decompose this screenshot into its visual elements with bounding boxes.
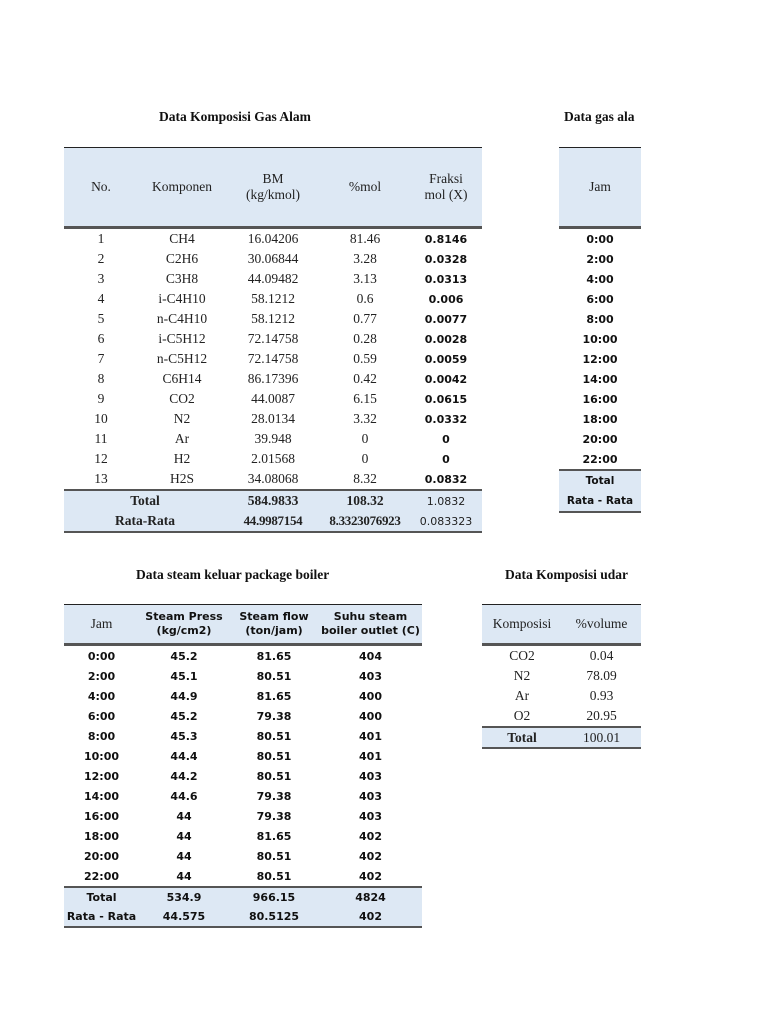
average-suhu: 402 (359, 910, 382, 923)
cell-fraksi: 0.0042 (424, 372, 468, 386)
cell-pmol: 0 (361, 431, 369, 446)
cell-komponen: H2 (173, 451, 191, 466)
table-row (64, 329, 482, 349)
total-row (482, 727, 641, 748)
cell-komposisi: Ar (514, 688, 530, 703)
cell-jam: 0:00 (87, 649, 116, 663)
cell-jam: 2:00 (87, 669, 116, 683)
cell-suhu: 400 (359, 689, 382, 703)
table-row (64, 786, 422, 806)
cell-fraksi: 0.0028 (424, 332, 468, 346)
cell-komponen: i-C5H12 (158, 331, 206, 346)
cell-jam: 4:00 (586, 272, 614, 286)
cell-steam-flow: 79.38 (256, 809, 292, 823)
table-row (64, 666, 422, 686)
cell-jam: 22:00 (582, 452, 618, 466)
cell-bm: 28.0134 (251, 411, 295, 426)
table-row (64, 826, 422, 846)
cell-no: 12 (94, 451, 108, 466)
header-bm (226, 148, 320, 228)
cell-steam-press: 44 (176, 869, 192, 883)
cell-jam: 10:00 (582, 332, 618, 346)
average-pmol: 8.3323076923 (329, 513, 401, 528)
cell-no: 5 (97, 311, 105, 326)
average-flow: 80.5125 (248, 910, 300, 923)
table-row (482, 686, 641, 706)
cell-steam-flow: 81.65 (256, 689, 292, 703)
cell-steam-press: 45.2 (170, 649, 198, 663)
average-fraksi: 0.083323 (419, 514, 473, 528)
cell-no: 7 (97, 351, 105, 366)
cell-steam-press: 45.1 (170, 669, 198, 683)
cell-steam-flow: 79.38 (256, 709, 292, 723)
cell-komposisi: CO2 (509, 648, 535, 663)
cell-komponen: CO2 (169, 391, 195, 406)
total-flow: 966.15 (252, 891, 296, 904)
cell-bm: 72.14758 (247, 331, 299, 346)
cell-steam-flow: 80.51 (256, 769, 292, 783)
cell-bm: 2.01568 (251, 451, 295, 466)
header-komposisi: Komposisi (492, 616, 552, 631)
header-bm-line1: BM (262, 171, 284, 186)
cell-suhu: 403 (359, 769, 382, 783)
cell-komponen: Ar (174, 431, 190, 446)
header-komponen: Komponen (152, 179, 212, 194)
table-row (559, 389, 641, 409)
cell-pmol: 3.13 (353, 271, 377, 286)
header-jam: Jam (589, 179, 611, 194)
cell-no: 13 (94, 471, 108, 486)
header-bm-line2: (kg/kmol) (246, 187, 300, 202)
total-row (64, 887, 422, 907)
total-pmol: 108.32 (346, 493, 384, 508)
cell-suhu: 404 (359, 649, 382, 663)
cell-pmol: 3.28 (353, 251, 377, 266)
cell-fraksi: 0.0615 (424, 392, 468, 406)
cell-jam: 8:00 (586, 312, 614, 326)
cell-no: 2 (97, 251, 105, 266)
header-fraksi-line1: Fraksi (429, 171, 463, 186)
total-label: Total (585, 475, 615, 487)
total-label: Total (86, 891, 117, 904)
table-header-row (559, 148, 641, 228)
table-row (64, 469, 482, 490)
table-row (482, 666, 641, 686)
table-row (64, 409, 482, 429)
header-flow-line1: Steam flow (239, 610, 309, 623)
cell-pmol: 81.46 (349, 231, 381, 246)
cell-pmol: 8.32 (353, 471, 377, 486)
table-header-row (482, 605, 641, 645)
table-row (559, 409, 641, 429)
header-suhu-line2: boiler outlet (C) (321, 624, 420, 637)
gas-hourly-table (559, 147, 641, 513)
steam-boiler-table (64, 604, 422, 928)
cell-no: 10 (94, 411, 108, 426)
table-row (482, 706, 641, 727)
cell-no: 11 (94, 431, 108, 446)
header-fraksi-line2: mol (X) (424, 187, 468, 202)
table-row (64, 726, 422, 746)
cell-no: 4 (97, 291, 105, 306)
gas-hourly-title: Data gas ala (564, 109, 635, 124)
header-fraksi (410, 148, 482, 228)
average-label: Rata-Rata (115, 513, 175, 528)
cell-fraksi: 0.0313 (424, 272, 468, 286)
cell-steam-press: 44.6 (170, 789, 198, 803)
cell-pmol: 0.59 (353, 351, 377, 366)
cell-pmol: 0 (361, 451, 369, 466)
table-row (64, 766, 422, 786)
cell-fraksi: 0.0059 (424, 352, 468, 366)
table-row (64, 369, 482, 389)
cell-jam: 0:00 (586, 232, 614, 246)
air-composition-table (482, 604, 641, 749)
air-composition-title: Data Komposisi udar (505, 567, 629, 582)
cell-steam-flow: 80.51 (256, 869, 292, 883)
cell-jam: 20:00 (83, 849, 119, 863)
cell-jam: 18:00 (83, 829, 119, 843)
cell-suhu: 403 (359, 669, 382, 683)
total-suhu: 4824 (355, 891, 386, 904)
cell-komponen: n-C4H10 (156, 311, 208, 326)
cell-suhu: 403 (359, 789, 382, 803)
table-row (64, 866, 422, 887)
cell-no: 6 (97, 331, 105, 346)
header-press-line2: (kg/cm2) (156, 624, 212, 637)
cell-fraksi: 0.0832 (424, 472, 468, 486)
table-row (559, 369, 641, 389)
table-row (64, 309, 482, 329)
header-jam: Jam (90, 616, 113, 631)
gas-composition-table (64, 147, 482, 533)
cell-fraksi: 0.8146 (424, 232, 468, 246)
table-row (64, 289, 482, 309)
table-row (559, 449, 641, 470)
total-bm: 584.9833 (247, 493, 299, 508)
cell-jam: 10:00 (83, 749, 119, 763)
header-steam-flow (229, 605, 319, 645)
table-row (559, 289, 641, 309)
cell-bm: 44.09482 (247, 271, 299, 286)
steam-boiler-title: Data steam keluar package boiler (136, 567, 330, 582)
table-row (64, 806, 422, 826)
cell-fraksi: 0.0077 (424, 312, 468, 326)
cell-suhu: 401 (359, 749, 382, 763)
table-row (64, 686, 422, 706)
cell-steam-flow: 80.51 (256, 749, 292, 763)
cell-steam-flow: 81.65 (256, 829, 292, 843)
table-row (559, 349, 641, 369)
table-row (559, 228, 641, 250)
cell-bm: 44.0087 (251, 391, 295, 406)
cell-steam-press: 44 (176, 849, 192, 863)
cell-komponen: N2 (173, 411, 191, 426)
cell-no: 9 (97, 391, 105, 406)
cell-jam: 2:00 (586, 252, 614, 266)
cell-pmol: 3.32 (353, 411, 377, 426)
cell-jam: 16:00 (83, 809, 119, 823)
cell-bm: 16.04206 (247, 231, 299, 246)
cell-jam: 6:00 (87, 709, 116, 723)
table-row (64, 846, 422, 866)
table-row (559, 249, 641, 269)
cell-suhu: 402 (359, 829, 382, 843)
table-row (559, 309, 641, 329)
cell-jam: 12:00 (83, 769, 119, 783)
table-row (64, 389, 482, 409)
total-volume: 100.01 (582, 729, 621, 745)
cell-steam-press: 45.2 (170, 709, 198, 723)
cell-volume: 78.09 (586, 668, 617, 683)
gas-composition-title: Data Komposisi Gas Alam (159, 109, 311, 124)
header-suhu-line1: Suhu steam (333, 610, 408, 623)
cell-volume: 0.04 (589, 648, 614, 663)
cell-suhu: 402 (359, 869, 382, 883)
total-press: 534.9 (166, 891, 202, 904)
cell-pmol: 0.28 (353, 331, 377, 346)
cell-steam-flow: 80.51 (256, 669, 292, 683)
cell-steam-press: 45.3 (170, 729, 198, 743)
cell-jam: 14:00 (582, 372, 618, 386)
cell-bm: 72.14758 (247, 351, 299, 366)
cell-komponen: CH4 (169, 231, 195, 246)
cell-jam: 18:00 (582, 412, 618, 426)
cell-no: 3 (97, 271, 105, 286)
cell-no: 1 (97, 231, 105, 246)
cell-jam: 8:00 (87, 729, 116, 743)
header-no: No. (91, 179, 111, 194)
cell-steam-press: 44.2 (170, 769, 198, 783)
cell-fraksi: 0.006 (428, 292, 464, 306)
cell-fraksi: 0 (442, 452, 450, 466)
average-row (559, 491, 641, 512)
cell-jam: 12:00 (582, 352, 618, 366)
table-row (559, 269, 641, 289)
cell-steam-flow: 80.51 (256, 729, 292, 743)
table-row (559, 329, 641, 349)
cell-pmol: 0.6 (356, 291, 374, 306)
cell-no: 8 (97, 371, 105, 386)
table-row (64, 269, 482, 289)
cell-suhu: 401 (359, 729, 382, 743)
average-row (64, 907, 422, 927)
header-press-line1: Steam Press (145, 610, 223, 623)
cell-komposisi: O2 (513, 708, 531, 723)
cell-steam-press: 44.4 (170, 749, 198, 763)
table-row (64, 706, 422, 726)
table-row (482, 645, 641, 667)
cell-komponen: H2S (169, 471, 194, 486)
average-row (64, 511, 482, 532)
average-label: Rata - Rata (566, 495, 634, 507)
cell-pmol: 6.15 (353, 391, 377, 406)
cell-fraksi: 0.0332 (424, 412, 468, 426)
cell-bm: 86.17396 (247, 371, 299, 386)
cell-fraksi: 0 (442, 432, 450, 446)
cell-jam: 16:00 (582, 392, 618, 406)
cell-volume: 20.95 (586, 708, 617, 723)
cell-steam-flow: 81.65 (256, 649, 292, 663)
header-pmol: %mol (348, 179, 382, 194)
cell-jam: 6:00 (586, 292, 614, 306)
cell-jam: 4:00 (87, 689, 116, 703)
cell-bm: 30.06844 (247, 251, 299, 266)
cell-komponen: i-C4H10 (158, 291, 206, 306)
cell-suhu: 402 (359, 849, 382, 863)
cell-komposisi: N2 (513, 668, 531, 683)
table-row (559, 429, 641, 449)
cell-jam: 22:00 (83, 869, 119, 883)
table-row (64, 429, 482, 449)
cell-steam-press: 44.9 (170, 689, 198, 703)
cell-steam-press: 44 (176, 829, 192, 843)
total-fraksi: 1.0832 (426, 494, 466, 508)
table-row (64, 449, 482, 469)
cell-steam-press: 44 (176, 809, 192, 823)
header-volume: %volume (575, 616, 628, 631)
header-steam-press (139, 605, 229, 645)
cell-volume: 0.93 (589, 688, 614, 703)
cell-komponen: n-C5H12 (156, 351, 208, 366)
cell-bm: 58.1212 (251, 311, 295, 326)
cell-jam: 20:00 (582, 432, 618, 446)
average-bm: 44.9987154 (243, 513, 303, 528)
table-row (64, 349, 482, 369)
cell-suhu: 403 (359, 809, 382, 823)
total-label: Total (130, 493, 160, 508)
cell-bm: 39.948 (254, 431, 292, 446)
table-row (64, 746, 422, 766)
total-row (559, 470, 641, 491)
table-row (64, 645, 422, 667)
cell-steam-flow: 79.38 (256, 789, 292, 803)
cell-bm: 34.08068 (247, 471, 299, 486)
cell-bm: 58.1212 (251, 291, 295, 306)
average-label: Rata - Rata (66, 910, 137, 923)
cell-komponen: C3H8 (165, 271, 199, 286)
table-header-row (64, 605, 422, 645)
cell-jam: 14:00 (83, 789, 119, 803)
header-suhu-steam (319, 605, 422, 645)
table-row (64, 228, 482, 250)
total-row (64, 490, 482, 511)
header-flow-line2: (ton/jam) (245, 624, 303, 637)
average-press: 44.575 (162, 910, 206, 923)
cell-fraksi: 0.0328 (424, 252, 468, 266)
cell-pmol: 0.77 (353, 311, 377, 326)
cell-pmol: 0.42 (353, 371, 377, 386)
cell-suhu: 400 (359, 709, 382, 723)
cell-komponen: C2H6 (165, 251, 199, 266)
cell-steam-flow: 80.51 (256, 849, 292, 863)
table-header-row (64, 148, 482, 228)
table-row (64, 249, 482, 269)
cell-komponen: C6H14 (162, 371, 202, 386)
total-label: Total (507, 729, 537, 745)
